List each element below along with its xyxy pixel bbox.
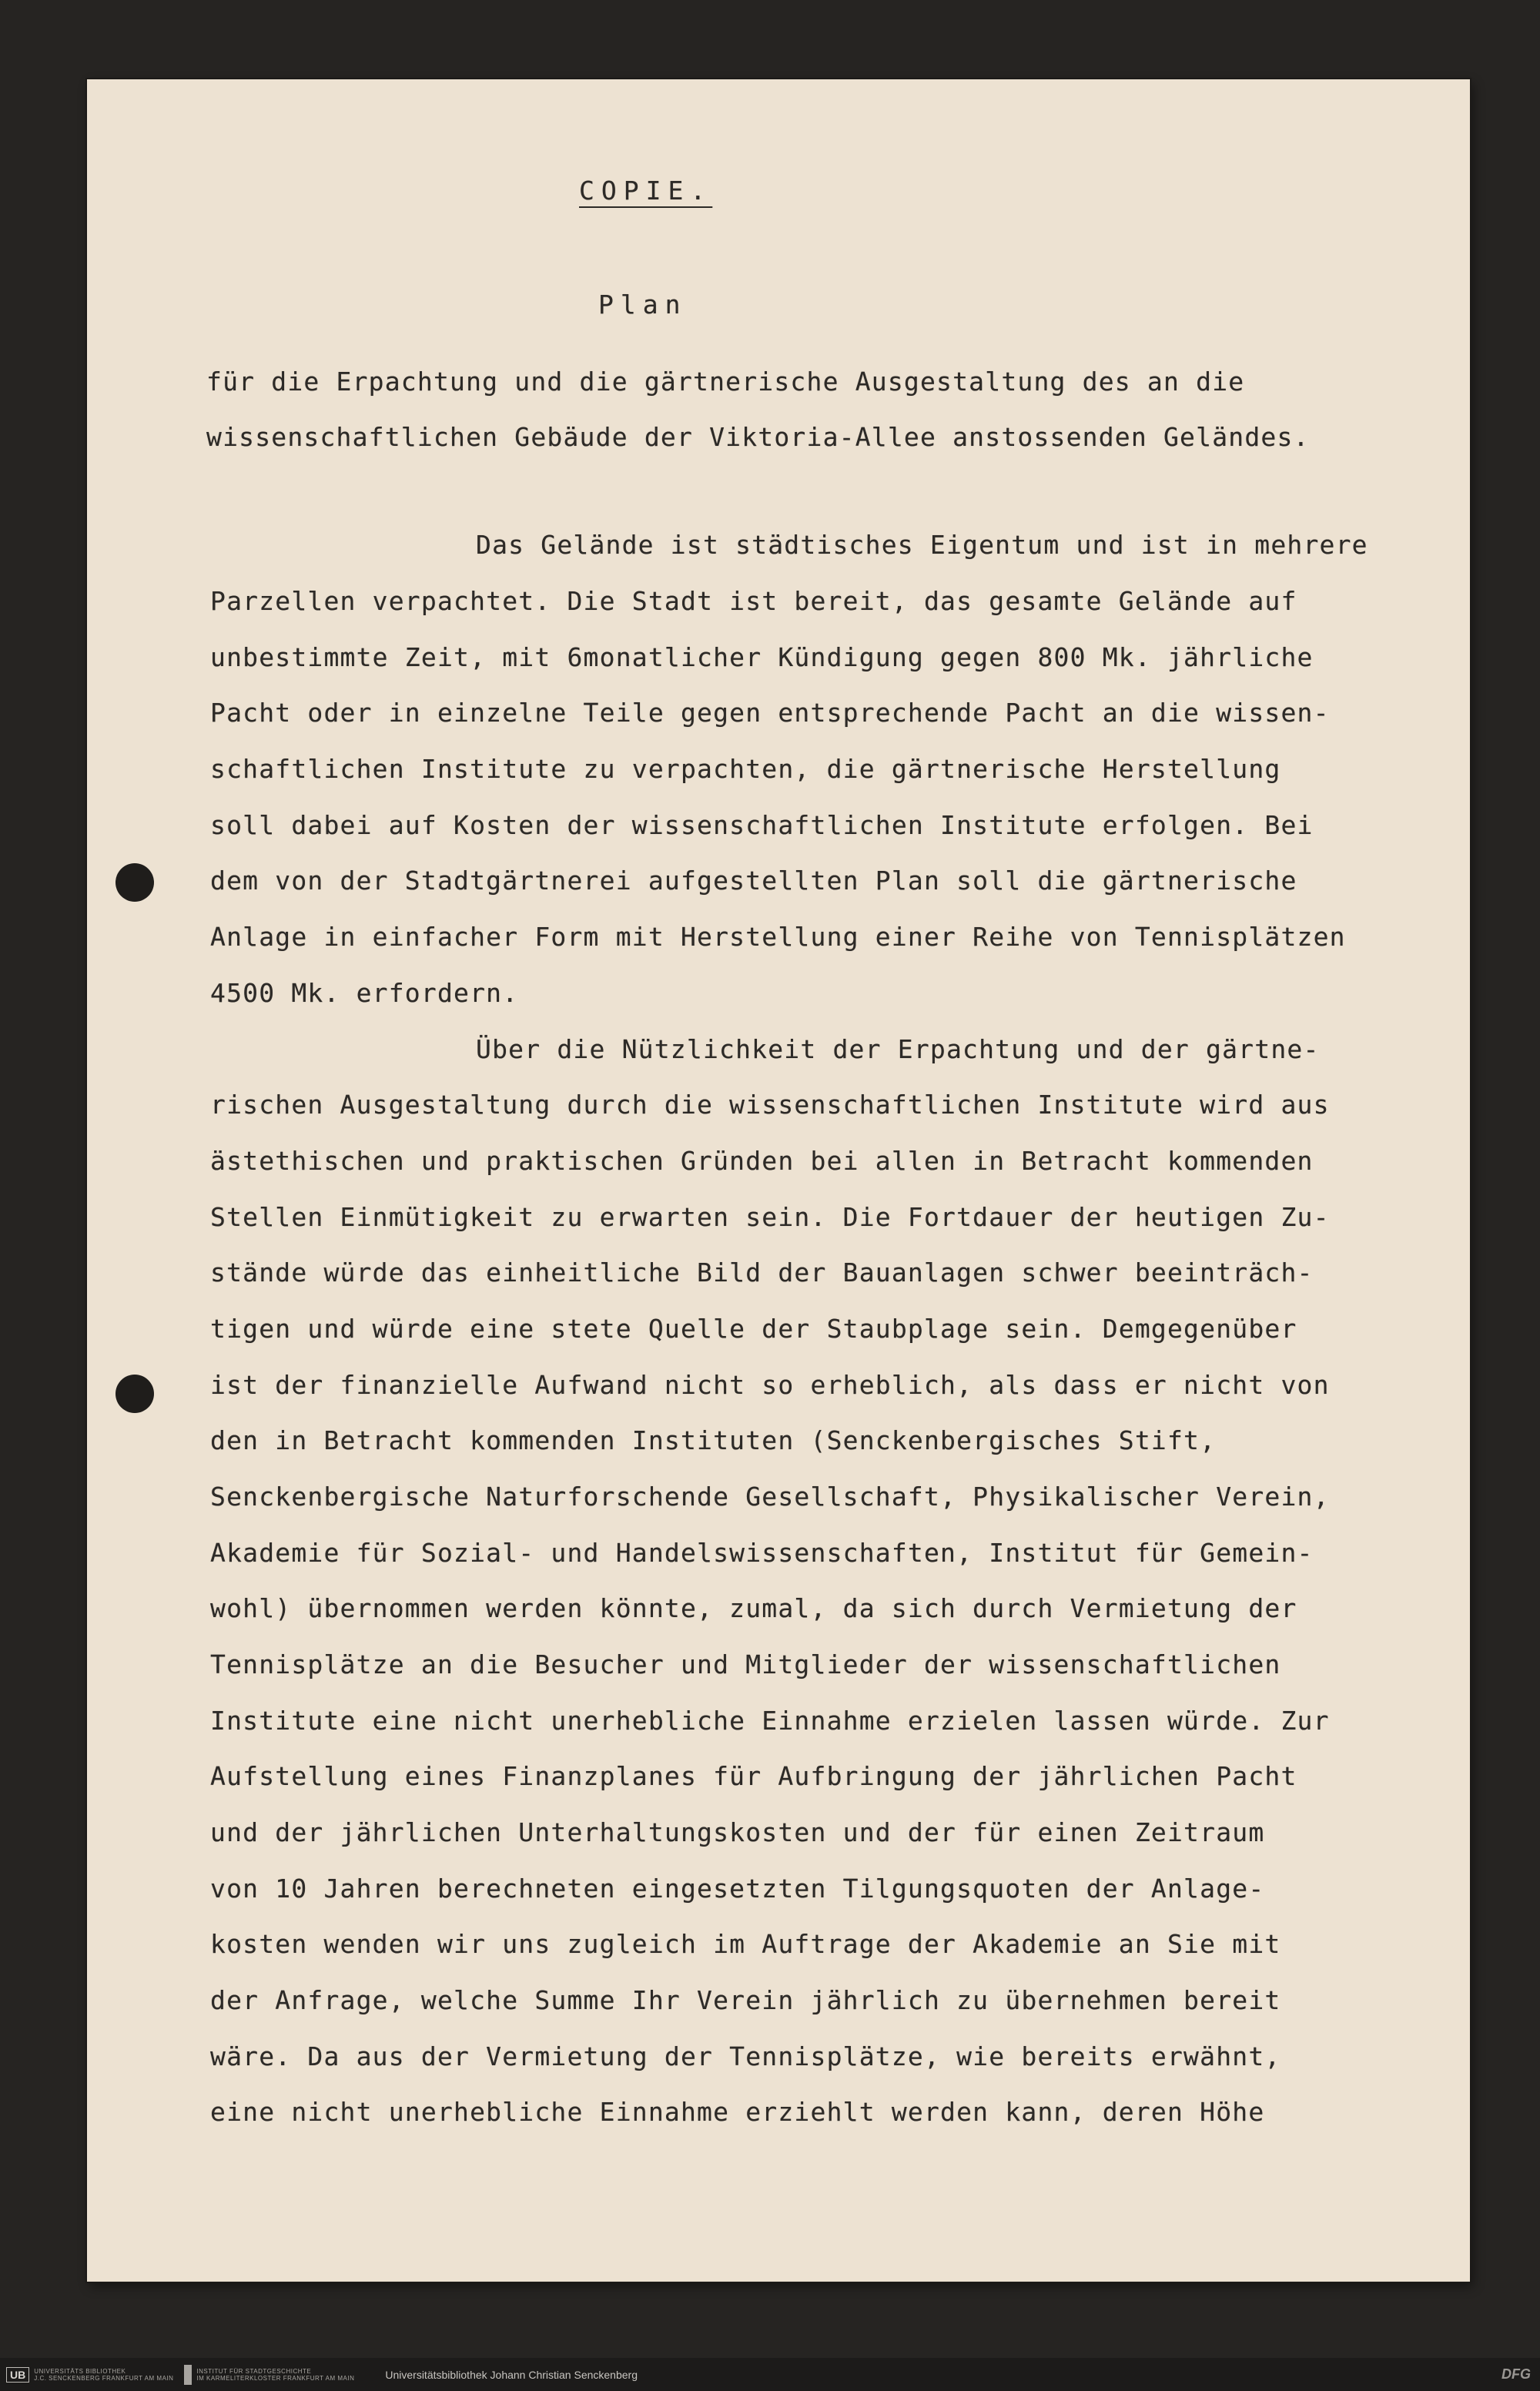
body-line: ästethischen und praktischen Gründen bei allen in Betracht kommenden [210,1146,1314,1176]
body-line: Parzellen verpachtet. Die Stadt ist bereit, das gesamte Gelände auf [210,586,1297,616]
body-line: ist der finanzielle Aufwand nicht so erheblich, als dass er nicht von [210,1370,1330,1400]
document-page [87,79,1470,2282]
body-line: Pacht oder in einzelne Teile gegen entsprechende Pacht an die wissen- [210,698,1330,728]
ub-logo-mark: UB [6,2367,29,2383]
body-line: Aufstellung eines Finanzplanes für Aufbringung der jährlichen Pacht [210,1761,1297,1791]
institute-logo [184,2365,354,2385]
punch-hole-bottom [116,1375,154,1413]
body-line: wohl) übernommen werden könnte, zumal, da sich durch Vermietung der [210,1593,1297,1623]
ub-sub: J.C. SENCKENBERG FRANKFURT AM MAIN [34,2374,174,2382]
institute-sub: IM KARMELITERKLOSTER FRANKFURT AM MAIN [196,2374,355,2382]
body-line: eine nicht unerhebliche Einnahme erziehlt werden kann, deren Höhe [210,2097,1265,2127]
body-line: tigen und würde eine stete Quelle der Staubplage sein. Demgegenüber [210,1314,1297,1344]
ub-name: UNIVERSITÄTS BIBLIOTHEK [34,2367,126,2375]
institute-mark-icon [184,2365,192,2385]
body-line: Stellen Einmütigkeit zu erwarten sein. Die Fortdauer der heutigen Zu- [210,1202,1330,1232]
body-line: Das Gelände ist städtisches Eigentum und ist in mehrere [476,530,1368,560]
punch-hole-top [116,863,154,902]
body-line: Institute eine nicht unerhebliche Einnahme erzielen lassen würde. Zur [210,1706,1330,1736]
body-line: dem von der Stadtgärtnerei aufgestellten Plan soll die gärtnerische [210,866,1297,896]
body-line: soll dabei auf Kosten der wissenschaftlichen Institute erfolgen. Bei [210,810,1314,840]
ub-logo [6,2367,173,2383]
body-line: unbestimmte Zeit, mit 6monatlicher Kündigung gegen 800 Mk. jährliche [210,642,1314,672]
body-line: schaftlichen Institute zu verpachten, die gärtnerische Herstellung [210,754,1281,784]
copy-label: COPIE. [579,176,713,206]
body-line: Tennisplätze an die Besucher und Mitglieder der wissenschaftlichen [210,1649,1281,1679]
body-line: rischen Ausgestaltung durch die wissenschaftlichen Institute wird aus [210,1090,1330,1120]
body-line: der Anfrage, welche Summe Ihr Verein jährlich zu übernehmen bereit [210,1985,1281,2015]
dfg-logo: DFG [1502,2366,1531,2382]
body-line: und der jährlichen Unterhaltungskosten und der für einen Zeitraum [210,1817,1265,1847]
body-line: Akademie für Sozial- und Handelswissenschaften, Institut für Gemein- [210,1538,1314,1568]
archive-footer [0,2358,1540,2391]
institute-name: INSTITUT FÜR STADTGESCHICHTE [196,2367,312,2375]
body-line: Über die Nützlichkeit der Erpachtung und der gärtne- [476,1034,1320,1064]
library-name: Universitätsbibliothek Johann Christian Senckenberg [385,2368,638,2381]
body-line: 4500 Mk. erfordern. [210,978,519,1008]
body-line: wäre. Da aus der Vermietung der Tennisplätze, wie bereits erwähnt, [210,2041,1281,2071]
document-title: Plan [598,290,688,320]
ub-logo-text [34,2368,173,2382]
body-line: Senckenbergische Naturforschende Gesellschaft, Physikalischer Verein, [210,1482,1330,1512]
subtitle-line: wissenschaftlichen Gebäude der Viktoria-Allee anstossenden Geländes. [206,422,1310,452]
body-line: stände würde das einheitliche Bild der Bauanlagen schwer beeinträch- [210,1257,1314,1288]
body-line: Anlage in einfacher Form mit Herstellung einer Reihe von Tennisplätzen [210,922,1346,952]
body-line: von 10 Jahren berechneten eingesetzten Tilgungsquoten der Anlage- [210,1874,1265,1904]
institute-logo-text [196,2368,354,2382]
body-line: kosten wenden wir uns zugleich im Auftrage der Akademie an Sie mit [210,1929,1281,1959]
subtitle-line: für die Erpachtung und die gärtnerische Ausgestaltung des an die [206,367,1245,397]
body-line: den in Betracht kommenden Instituten (Senckenbergisches Stift, [210,1425,1217,1455]
